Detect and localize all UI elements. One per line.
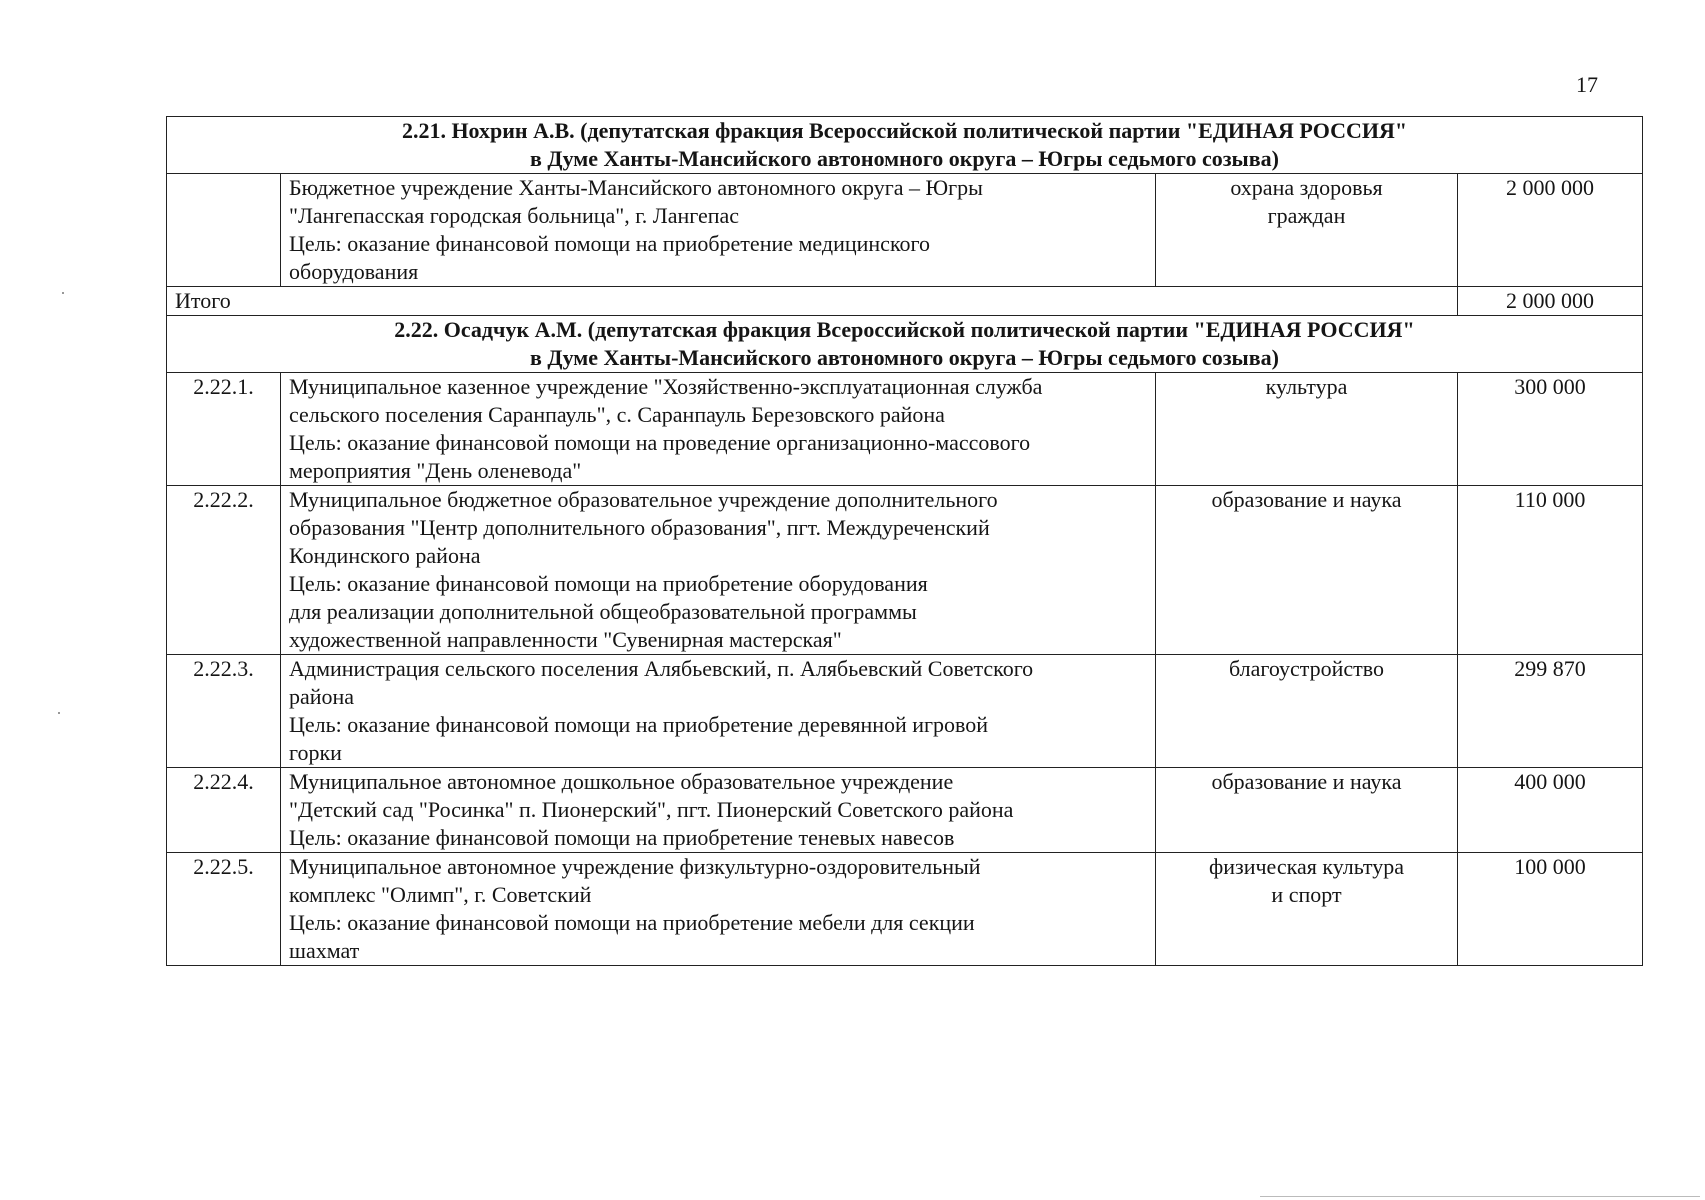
recipient-line: образования "Центр дополнительного образования", пгт. Междуреченский: [289, 515, 990, 540]
area-line: граждан: [1267, 203, 1346, 228]
recipient-line: шахмат: [289, 938, 360, 963]
recipient-line: Цель: оказание финансовой помощи на приобретение оборудования: [289, 571, 928, 596]
recipient-line: для реализации дополнительной общеобразовательной программы: [289, 599, 917, 624]
recipient-line: Муниципальное казенное учреждение "Хозяйственно-эксплуатационная служба: [289, 374, 1043, 399]
recipient-cell: [281, 373, 1156, 486]
recipient-line: Администрация сельского поселения Алябьевский, п. Алябьевский Советского: [289, 656, 1034, 681]
row-number: [167, 174, 281, 287]
recipient-line: Цель: оказание финансовой помощи на приобретение мебели для секции: [289, 910, 975, 935]
recipient-line: оборудования: [289, 259, 419, 284]
table-row: [167, 853, 1643, 966]
area-line: и спорт: [1271, 882, 1342, 907]
section-heading-row: [167, 117, 1643, 174]
scan-speck: [58, 712, 60, 714]
section-heading: [167, 316, 1643, 373]
recipient-cell: [281, 853, 1156, 966]
area-cell: [1156, 655, 1458, 768]
area-cell: [1156, 486, 1458, 655]
area-line: физическая культура: [1208, 854, 1405, 879]
recipient-line: Цель: оказание финансовой помощи на приобретение теневых навесов: [289, 825, 955, 850]
recipient-line: "Лангепасская городская больница", г. Лангепас: [289, 203, 740, 228]
area-line: охрана здоровья: [1230, 175, 1383, 200]
recipient-cell: [281, 174, 1156, 287]
row-number: 2.22.3.: [167, 655, 281, 768]
recipient-line: района: [289, 684, 355, 709]
recipient-cell: [281, 486, 1156, 655]
area-cell: [1156, 174, 1458, 287]
recipient-line: комплекс "Олимп", г. Советский: [289, 882, 592, 907]
table-row: [167, 768, 1643, 853]
area-cell: [1156, 768, 1458, 853]
amount-cell: 100 000: [1458, 853, 1643, 966]
recipient-line: Цель: оказание финансовой помощи на приобретение деревянной игровой: [289, 712, 989, 737]
recipient-cell: [281, 768, 1156, 853]
total-row: [167, 287, 1643, 316]
scan-edge-line: [1260, 1196, 1700, 1197]
grant-table: [166, 116, 1643, 966]
recipient-line: Муниципальное автономное дошкольное образовательное учреждение: [289, 769, 954, 794]
recipient-line: художественной направленности "Сувенирная мастерская": [289, 627, 842, 652]
recipient-line: горки: [289, 740, 342, 765]
table-row: [167, 655, 1643, 768]
amount-cell: 2 000 000: [1458, 174, 1643, 287]
section-heading-line: 2.22. Осадчук А.М. (депутатская фракция Всероссийской политической партии "ЕДИНАЯ РОССИЯ": [394, 317, 1415, 342]
recipient-line: Кондинского района: [289, 543, 481, 568]
total-label: Итого: [167, 287, 1458, 316]
recipient-line: Цель: оказание финансовой помощи на приобретение медицинского: [289, 231, 930, 256]
area-cell: [1156, 853, 1458, 966]
row-number: 2.22.1.: [167, 373, 281, 486]
table-row: [167, 486, 1643, 655]
recipient-line: Муниципальное бюджетное образовательное учреждение дополнительного: [289, 487, 998, 512]
total-amount: 2 000 000: [1458, 287, 1643, 316]
section-heading-line: в Думе Ханты-Мансийского автономного округа – Югры седьмого созыва): [530, 345, 1279, 370]
area-line: культура: [1265, 374, 1348, 399]
section-heading: [167, 117, 1643, 174]
table-row: [167, 373, 1643, 486]
scan-speck: [62, 292, 64, 294]
row-number: 2.22.5.: [167, 853, 281, 966]
recipient-line: Цель: оказание финансовой помощи на проведение организационно-массового: [289, 430, 1031, 455]
recipient-line: "Детский сад "Росинка" п. Пионерский", пгт. Пионерский Советского района: [289, 797, 1014, 822]
amount-cell: 300 000: [1458, 373, 1643, 486]
section-heading-row: [167, 316, 1643, 373]
recipient-line: сельского поселения Саранпауль", с. Саранпауль Березовского района: [289, 402, 945, 427]
row-number: 2.22.4.: [167, 768, 281, 853]
area-line: образование и наука: [1211, 487, 1402, 512]
table-row: [167, 174, 1643, 287]
row-number: 2.22.2.: [167, 486, 281, 655]
amount-cell: 110 000: [1458, 486, 1643, 655]
amount-cell: 299 870: [1458, 655, 1643, 768]
area-line: образование и наука: [1211, 769, 1402, 794]
area-line: благоустройство: [1228, 656, 1385, 681]
page-number: 17: [1576, 72, 1598, 97]
area-cell: [1156, 373, 1458, 486]
amount-cell: 400 000: [1458, 768, 1643, 853]
section-heading-line: в Думе Ханты-Мансийского автономного округа – Югры седьмого созыва): [530, 146, 1279, 171]
section-heading-line: 2.21. Нохрин А.В. (депутатская фракция Всероссийской политической партии "ЕДИНАЯ РОССИЯ": [401, 118, 1408, 143]
recipient-line: Муниципальное автономное учреждение физкультурно-оздоровительный: [289, 854, 981, 879]
recipient-line: Бюджетное учреждение Ханты-Мансийского автономного округа – Югры: [289, 175, 983, 200]
recipient-line: мероприятия "День оленевода": [289, 458, 582, 483]
recipient-cell: [281, 655, 1156, 768]
